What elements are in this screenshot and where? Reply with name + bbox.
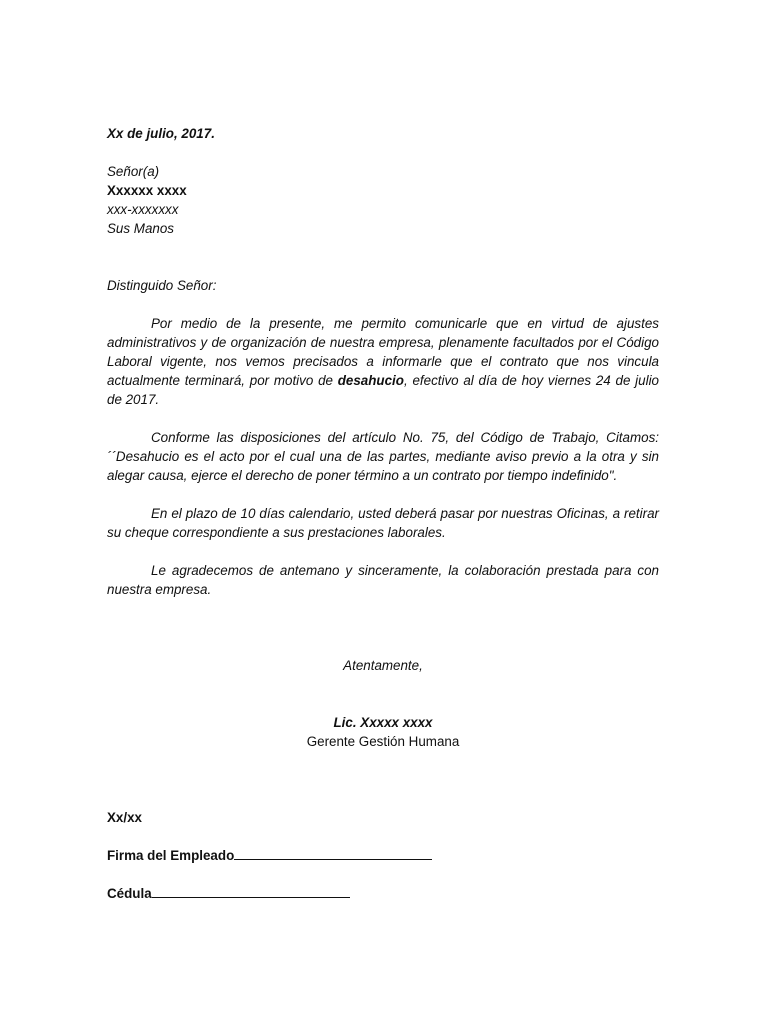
recipient-delivery: Sus Manos xyxy=(107,221,174,236)
recipient-name: Xxxxxx xxxx xyxy=(107,183,187,198)
recipient-block xyxy=(107,162,659,238)
reference-initials: Xx/xx xyxy=(107,810,142,825)
body-paragraph-3: En el plazo de 10 días calendario, usted deberá pasar por nuestras Oficinas, a retirar su cheque correspondiente a sus prestaciones laborales. xyxy=(107,506,659,540)
closing-phrase: Atentamente, xyxy=(343,658,423,673)
signer-name: Lic. Xxxxx xxxx xyxy=(333,715,433,730)
body-paragraph-2: Conforme las disposiciones del artículo No. 75, del Código de Trabajo, Citamos: ´´Desahucio es el acto por el cual una de las partes, mediante aviso previo a la otra y sin alegar causa, ejerce el derecho de poner término a un contrato por tiempo indefinido". xyxy=(107,430,659,483)
paragraph-1-bold-term: desahucio xyxy=(337,373,404,388)
signer-role: Gerente Gestión Humana xyxy=(306,734,460,749)
id-label: Cédula xyxy=(107,886,152,901)
body-paragraph-1 xyxy=(107,314,659,409)
letter-greeting: Distinguido Señor: xyxy=(107,278,217,293)
paragraph-1-text-before: Por medio de la presente, me permito comunicarle que en virtud de ajustes administrativos y de organización de nuestra empresa, plenamente facultados por el Código Laboral vigente, nos vemos precisados a informarle que el contrato que nos vincula actualmente terminará, por motivo de xyxy=(107,316,659,388)
recipient-title: Señor(a) xyxy=(107,164,160,179)
employee-signature-field xyxy=(107,846,659,865)
letter-date: Xx de julio, 2017. xyxy=(107,126,215,141)
id-line xyxy=(152,884,350,898)
body-paragraph-4: Le agradecemos de antemano y sinceramente, la colaboración prestada para con nuestra empresa. xyxy=(107,563,659,597)
employee-signature-label: Firma del Empleado xyxy=(107,848,235,863)
signer-block xyxy=(107,713,659,751)
recipient-id-number: xxx-xxxxxxx xyxy=(107,202,179,217)
id-field xyxy=(107,884,659,903)
employee-signature-line xyxy=(234,846,432,860)
paragraph-1-text-after: , efectivo al día de hoy viernes 24 de julio de 2017. xyxy=(107,373,659,407)
letter-document xyxy=(107,124,659,903)
